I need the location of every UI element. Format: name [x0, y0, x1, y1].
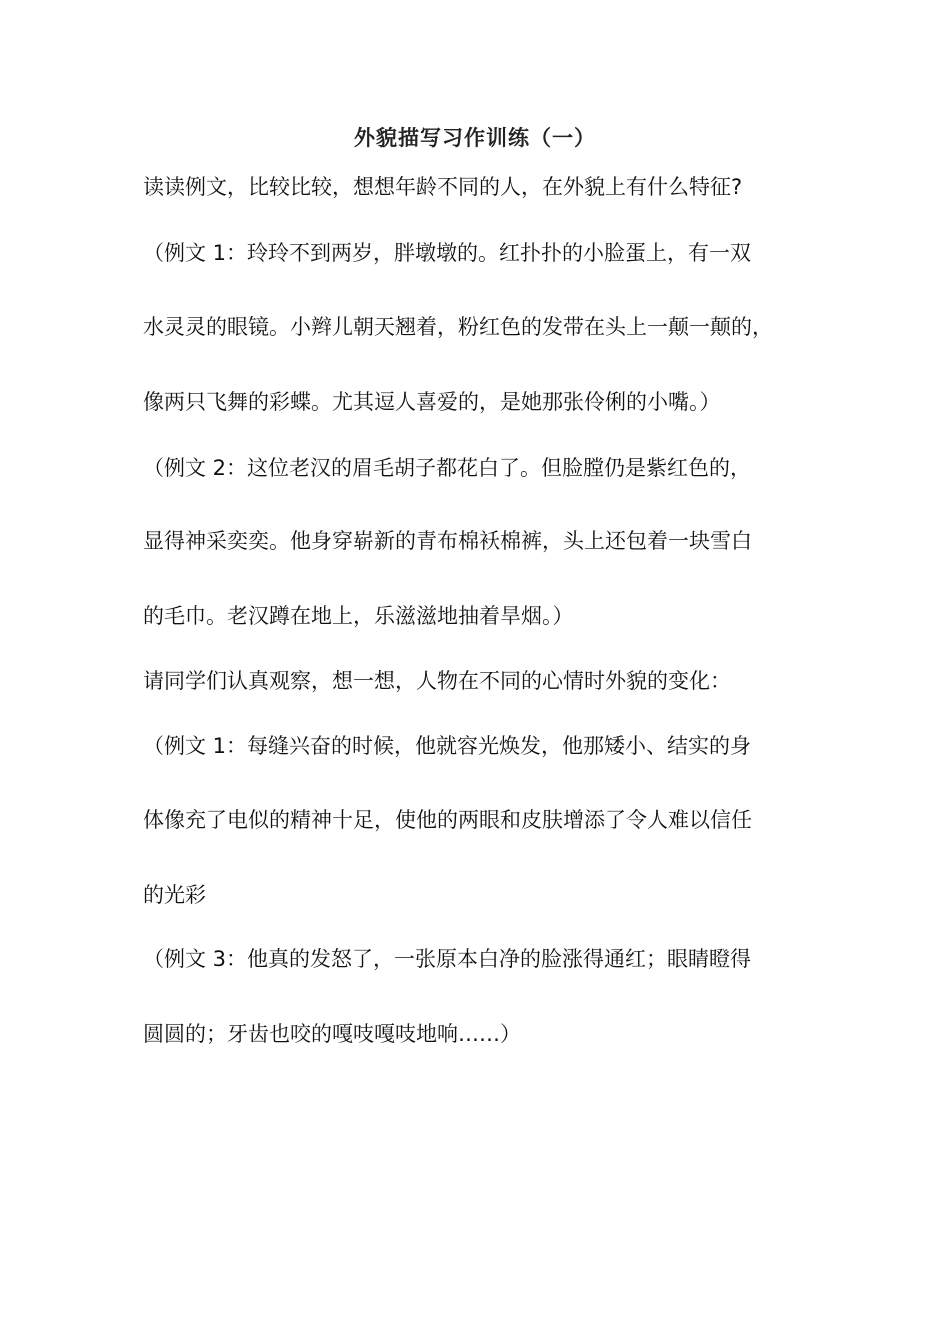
- example-2-line-2: 显得神采奕奕。他身穿崭新的青布棉袄棉裤，头上还包着一块雪白: [143, 529, 752, 553]
- observation-prompt-line: 请同学们认真观察，想一想，人物在不同的心情时外貌的变化：: [143, 669, 731, 693]
- example-2-line-3: 的毛巾。老汉蹲在地上，乐滋滋地抽着旱烟。）: [143, 604, 574, 628]
- mood-example-1-line-3: 的光彩: [143, 883, 206, 907]
- mood-example-3-line-1: （例文 3：他真的发怒了，一张原本白净的脸涨得通红；眼睛瞪得: [143, 947, 752, 971]
- mood-example-1-line-2: 体像充了电似的精神十足，使他的两眼和皮肤增添了令人难以信任: [143, 808, 752, 832]
- mood-example-3-line-2: 圆圆的；牙齿也咬的嘎吱嘎吱地响……）: [143, 1022, 521, 1046]
- example-1-line-3: 像两只飞舞的彩蝶。尤其逗人喜爱的，是她那张伶俐的小嘴。）: [143, 390, 721, 414]
- example-1-line-1: （例文 1：玲玲不到两岁，胖墩墩的。红扑扑的小脸蛋上，有一双: [143, 241, 752, 265]
- intro-question-line: 读读例文，比较比较，想想年龄不同的人，在外貌上有什么特征?: [143, 175, 743, 199]
- example-1-line-2: 水灵灵的眼镜。小辫儿朝天翘着，粉红色的发带在头上一颠一颠的，: [143, 315, 773, 339]
- document-title: 外貌描写习作训练（一）: [354, 125, 596, 150]
- mood-example-1-line-1: （例文 1：每缝兴奋的时候，他就容光焕发，他那矮小、结实的身: [143, 734, 752, 758]
- example-2-line-1: （例文 2：这位老汉的眉毛胡子都花白了。但脸膛仍是紫红色的，: [143, 456, 752, 480]
